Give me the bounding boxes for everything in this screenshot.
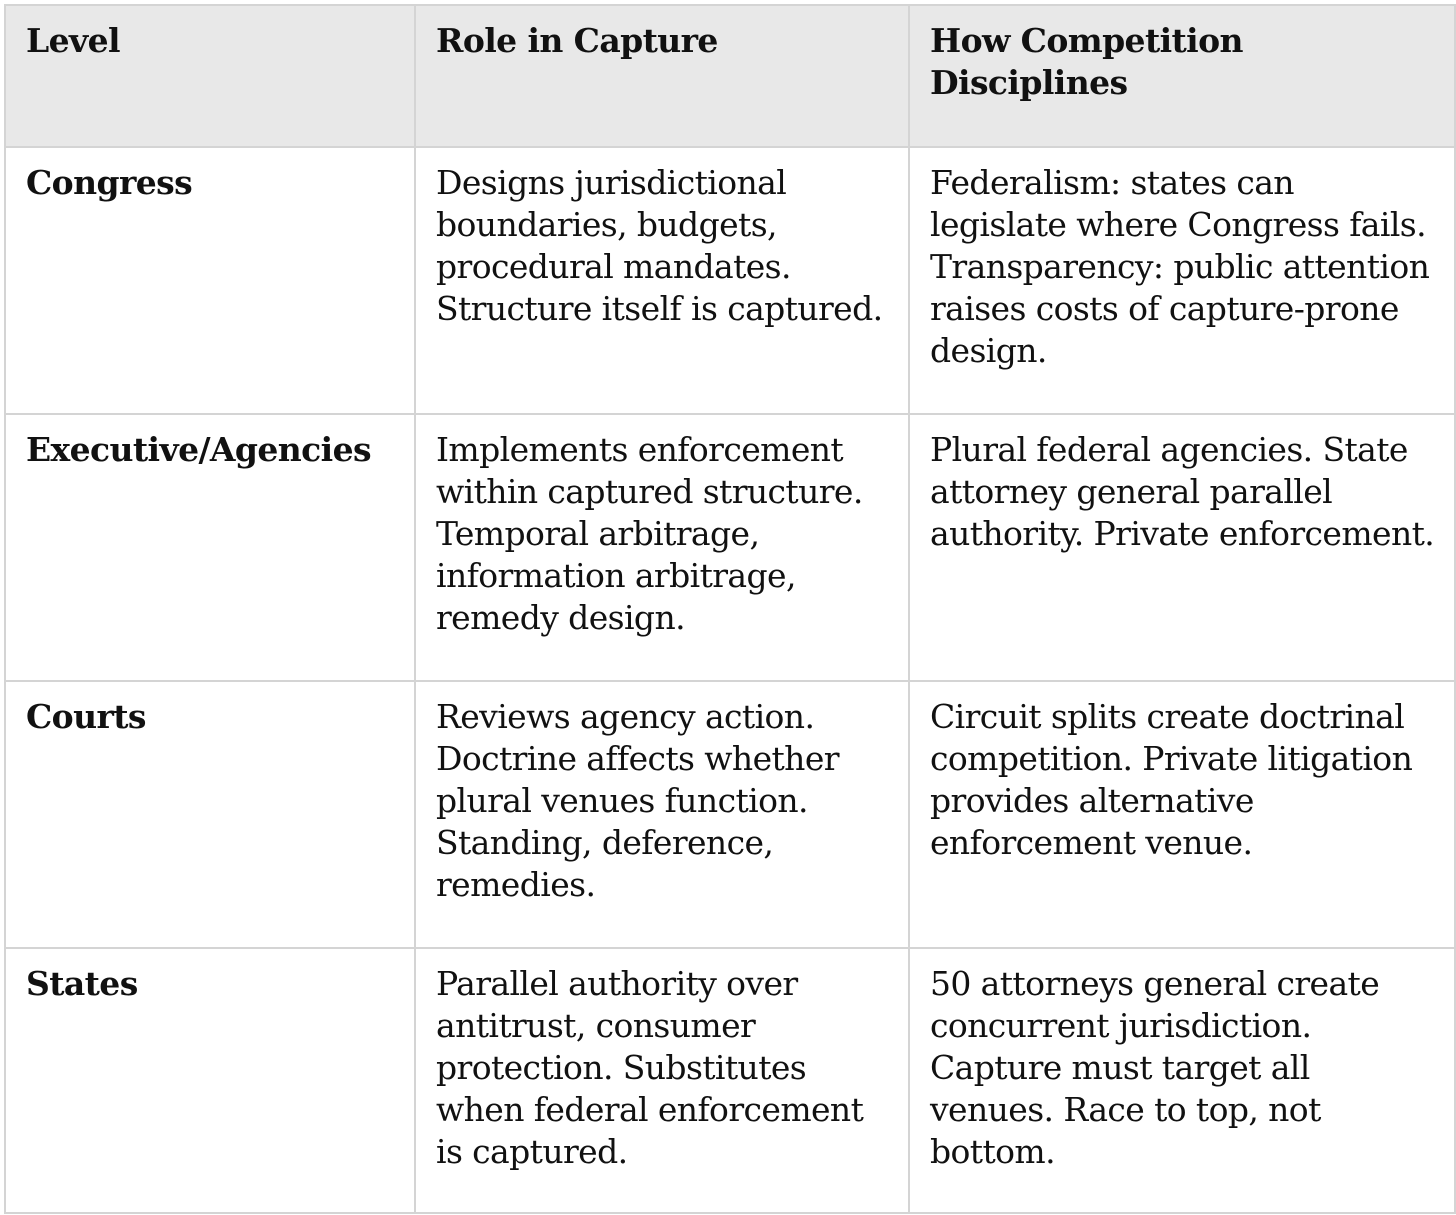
row-discipline-cell: 50 attorneys general create concurrent jurisdiction. Capture must target all venues. Race to top, not bottom. <box>909 948 1455 1213</box>
row-discipline-cell: Plural federal agencies. State attorney general parallel authority. Private enforcement. <box>909 414 1455 681</box>
row-level-cell: Executive/Agencies <box>5 414 415 681</box>
row-discipline-cell: Circuit splits create doctrinal competition. Private litigation provides alternative enforcement venue. <box>909 681 1455 948</box>
table-row <box>5 414 1455 681</box>
header-level: Level <box>5 5 415 147</box>
table-header-row <box>5 5 1455 147</box>
row-role-cell: Designs jurisdictional boundaries, budgets, procedural mandates. Structure itself is captured. <box>415 147 909 414</box>
row-level-cell: States <box>5 948 415 1213</box>
row-level-cell: Congress <box>5 147 415 414</box>
row-discipline-cell: Federalism: states can legislate where Congress fails. Transparency: public attention raises costs of capture-prone design. <box>909 147 1455 414</box>
table-row <box>5 948 1455 1213</box>
row-role-cell: Parallel authority over antitrust, consumer protection. Substitutes when federal enforcement is captured. <box>415 948 909 1213</box>
table-row <box>5 681 1455 948</box>
row-role-cell: Reviews agency action. Doctrine affects whether plural venues function. Standing, deference, remedies. <box>415 681 909 948</box>
header-role-in-capture: Role in Capture <box>415 5 909 147</box>
row-role-cell: Implements enforcement within captured structure. Temporal arbitrage, information arbitrage, remedy design. <box>415 414 909 681</box>
table-row <box>5 147 1455 414</box>
header-how-competition-disciplines: How Competition Disciplines <box>909 5 1455 147</box>
row-level-cell: Courts <box>5 681 415 948</box>
capture-levels-table <box>4 4 1456 1214</box>
